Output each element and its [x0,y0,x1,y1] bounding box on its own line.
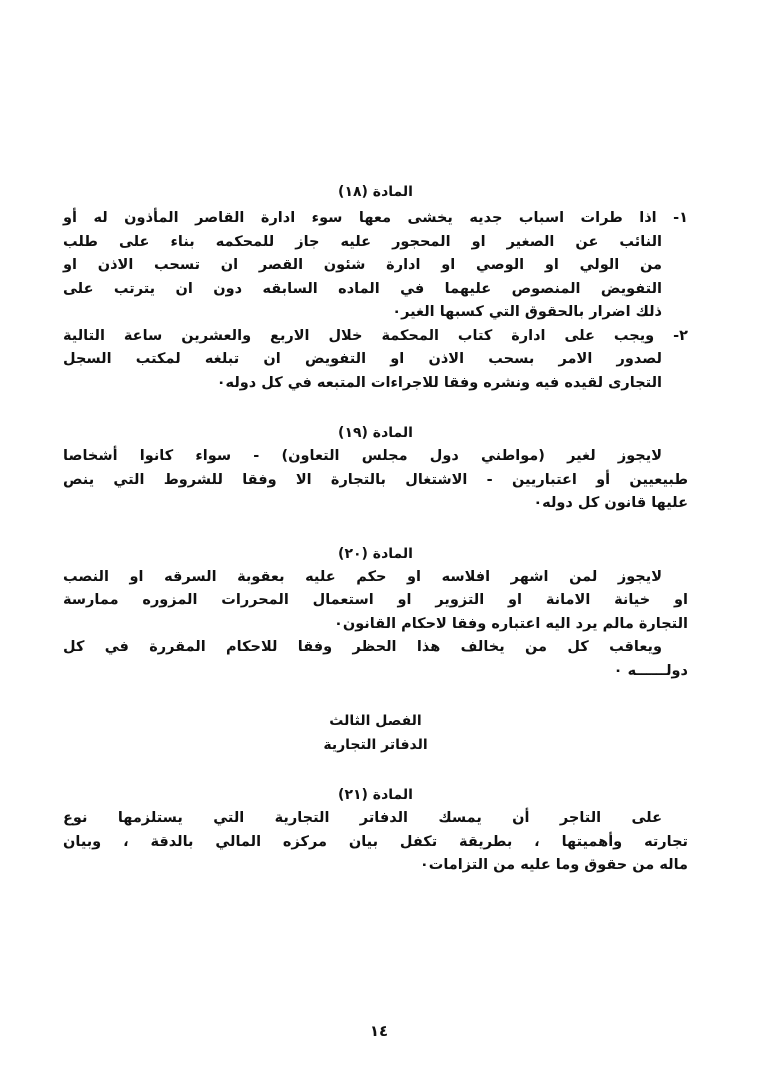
chapter-3 [63,709,688,757]
text-line: التجارة مالم يرد اليه اعتباره وفقا لاحكام القانون٠ [333,615,688,632]
text-line: لصدور الامر بسحب الاذن او التفويض ان تبلغه لمكتب السجل [63,351,662,367]
article-20-heading: المادة (٢٠) [338,545,413,562]
text-line: لايجوز لمن اشهر افلاسه او حكم عليه بعقوبة السرقه او النصب [63,568,662,585]
article-20 [63,542,688,684]
article-18-clause-2 [63,325,688,396]
article-18-heading: المادة (١٨) [338,184,413,200]
article-20-text-2 [63,636,688,683]
text-line: التفويض المنصوص عليهما في الماده السابقه دون ان يترتب على [63,280,662,297]
article-20-text-1 [63,566,688,637]
text-line: من الولي او الوصي او ادارة شئون القصر ان تسحب الاذن او [63,257,662,273]
article-19-heading: المادة (١٩) [338,425,413,441]
page-number: ١٤ [369,1022,389,1040]
text-line: ذلك اضرار بالحقوق التي كسبها الغير٠ [392,304,662,320]
text-line: النائب عن الصغير او المحجور عليه جاز للمحكمه بناء على طلب [63,233,662,250]
text-line: ويعاقب كل من يخالف هذا الحظر وفقا للاحكام المقررة في كل [63,639,662,655]
article-18-clause-1 [63,207,688,325]
chapter-title: الدفاتر التجارية [323,737,428,753]
document-body [63,180,688,904]
chapter-number: الفصل الثالث [329,713,422,729]
text-line: او خيانة الامانة او التزوير او استعمال المحررات المزوره ممارسة [63,592,688,608]
text-line: دولــــــه ٠ [613,662,688,679]
article-21-heading: المادة (٢١) [338,787,413,803]
text-line: تجارته وأهميتها ، بطريقة تكفل بيان مركزه المالي بالدقة ، وبيان [63,833,688,850]
text-line: طبيعيين أو اعتباريين - الاشتغال بالتجارة الا وفقا للشروط التي ينص [63,471,688,488]
article-19 [63,421,688,516]
text-line: ماله من حقوق وما عليه من التزامات٠ [419,857,688,873]
text-line: عليها قانون كل دوله٠ [533,495,688,511]
article-19-text [63,445,688,516]
article-21-text [63,807,688,878]
article-18 [63,180,688,395]
text-line: ١- اذا طرات اسباب جديه يخشى معها سوء ادارة القاصر المأذون له أو [63,210,688,226]
text-line: ٢- ويجب على ادارة كتاب المحكمة خلال الاربع والعشرين ساعة التالية [63,327,688,344]
text-line: على التاجر أن يمسك الدفاتر التجارية التي يستلزمها نوع [63,810,662,826]
text-line: التجارى لقيده فيه ونشره وفقا للاجراءات المتبعه في كل دوله٠ [216,374,662,391]
article-21 [63,783,688,878]
text-line: لايجوز لغير (مواطني دول مجلس التعاون) - سواء كانوا أشخاصا [63,448,662,464]
